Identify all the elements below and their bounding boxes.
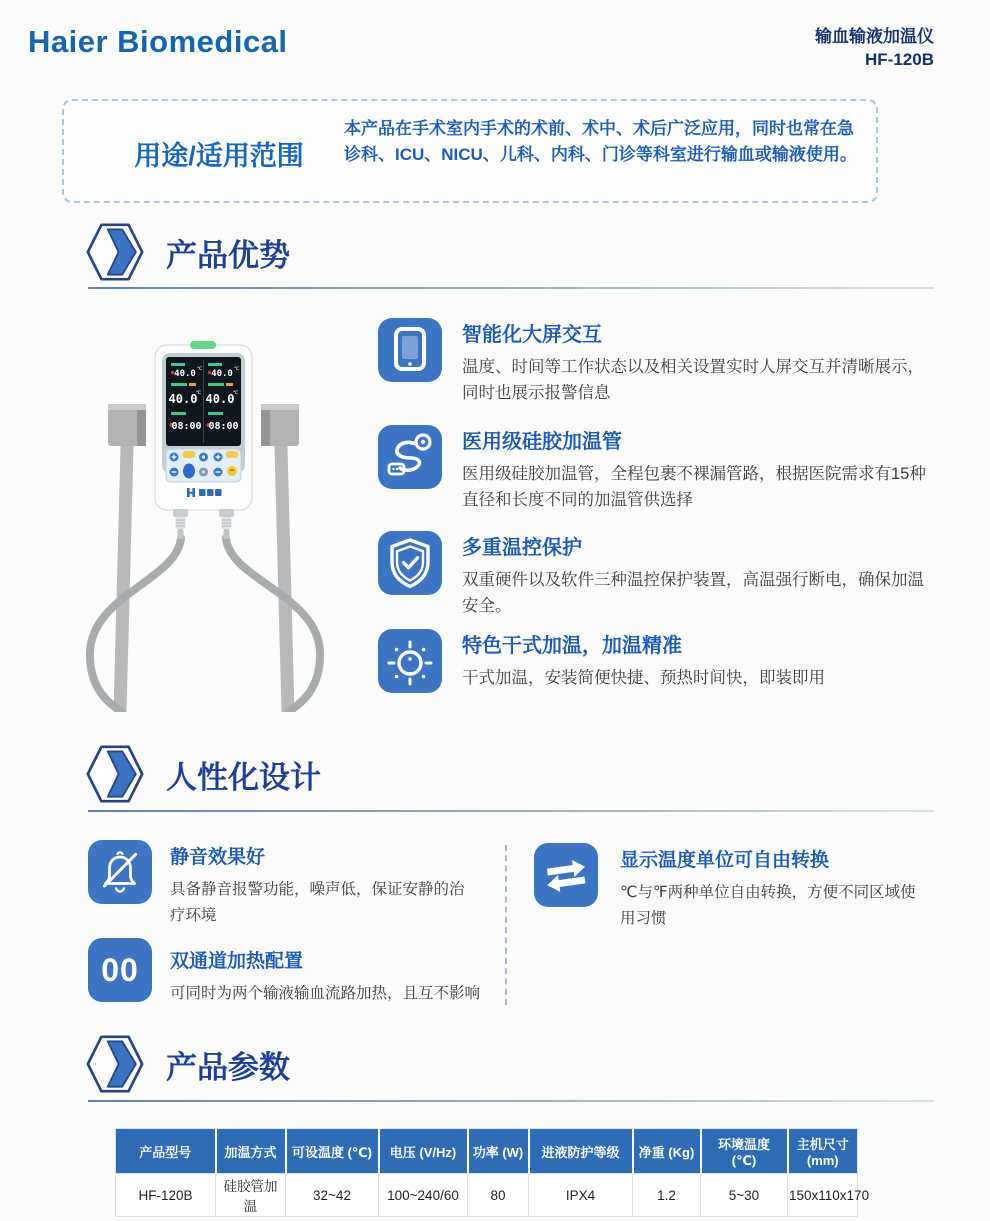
table-row [116,1174,858,1217]
table-header-row [116,1129,858,1174]
tablet-icon [378,318,442,382]
feature-dry-heating [378,627,934,691]
col-header: 功率 (W) [468,1129,529,1174]
right-pole [280,410,288,712]
cell-model: HF-120B [116,1174,216,1217]
feature-desc: 干式加温，安装简便快捷、预热时间快，即装即用 [462,669,825,687]
svg-text:08:00: 08:00 [208,421,239,432]
svg-text:℃: ℃ [197,367,203,372]
section-divider [88,1100,934,1102]
feature-smart-screen [378,316,934,407]
cell-ingress-rating: IPX4 [529,1174,633,1217]
col-header: 进液防护等级 [529,1129,633,1174]
dual-channel-icon-text: 00 [101,951,139,988]
feature-title: 特色干式加温，加温精准 [462,635,682,657]
section-marker-advantages [86,220,144,284]
left-connector [173,509,188,539]
feature-desc: 温度、时间等工作状态以及相关设置实时人屏交互并清晰展示，同时也展示报警信息 [462,358,924,403]
device-keypad [166,449,241,482]
spec-table [115,1128,870,1217]
right-cable [226,538,320,712]
left-clamp [108,404,146,446]
feature-dual-channel [88,938,508,1007]
feature-desc: 医用级硅胶加温管，全程包裹不裸漏管路，根据医院需求有15种直径和长度不同的加温管供选择 [462,465,926,510]
product-model-block [815,26,934,72]
product-model: HF-120B [865,49,934,69]
purpose-text: 本产品在手术室内手术的术前、术中、术后广泛应用，同时也常在急诊科、ICU、NICU、儿科、内科、门诊等科室进行输血或输液使用。 [344,119,857,164]
feature-desc: 可同时为两个输液输血流路加热，且互不影响 [170,985,481,1002]
status-led [190,341,216,349]
svg-text:40.0: 40.0 [205,392,235,406]
section-title-design: 人性化设计 [166,760,321,795]
right-clamp [261,404,299,446]
svg-text:℃: ℃ [233,391,239,396]
product-name: 输血输液加温仪 [815,27,934,46]
right-connector [219,509,234,539]
column-divider [505,845,507,1005]
svg-text:40.0: 40.0 [168,392,198,406]
section-divider [88,810,934,812]
svg-text:℃: ℃ [196,391,202,396]
col-header: 产品型号 [116,1129,216,1174]
purpose-title: 用途/适用范围 [134,141,304,171]
dual-channel-icon [88,938,152,1002]
feature-silicone-tube [378,423,934,514]
section-marker-design [86,742,144,806]
device-product-image [62,312,362,712]
svg-text:℃: ℃ [234,367,240,372]
cell-power: 80 [468,1174,529,1217]
section-title-advantages: 产品优势 [166,238,290,273]
feature-unit-switch [534,843,954,933]
col-header: 电压 (V/Hz) [379,1129,468,1174]
feature-title: 医用级硅胶加温管 [462,431,622,453]
bell-muted-icon [88,840,152,904]
left-pole [120,410,128,712]
col-header: 加温方式 [216,1129,286,1174]
left-cable [90,538,181,712]
feature-title: 静音效果好 [170,847,266,868]
feature-temp-protection [378,529,934,620]
feature-title: 智能化大屏交互 [462,324,602,346]
cell-heating-method: 硅胶管加温 [216,1174,286,1217]
cell-settable-temp: 32~42 [286,1174,379,1217]
hexagon-arrow-icon [86,742,144,806]
col-header: 环境温度 (℃) [701,1129,788,1174]
col-header: 净重 (Kg) [633,1129,701,1174]
heating-tube-icon [378,425,442,489]
feature-title: 双通道加热配置 [170,951,304,972]
col-header: 主机尺寸 (mm) [788,1129,858,1174]
col-header: 可设温度 (℃) [286,1129,379,1174]
shield-check-icon [378,531,442,595]
section-marker-parameters [86,1032,144,1096]
section-title-parameters: 产品参数 [166,1050,290,1085]
hexagon-arrow-icon [86,1032,144,1096]
purpose-box [62,99,878,203]
svg-text:40.0: 40.0 [211,369,233,379]
feature-silent [88,840,488,930]
haier-biomedical-logo: Haier Biomedical [28,24,288,59]
transfer-arrows-icon [534,843,598,907]
sun-icon [378,629,442,693]
cell-weight: 1.2 [633,1174,701,1217]
cell-ambient-temp: 5~30 [701,1174,788,1217]
feature-title: 显示温度单位可自由转换 [620,850,830,871]
svg-text:40.0: 40.0 [174,369,196,379]
feature-title: 多重温控保护 [462,537,582,559]
cell-voltage: 100~240/60 [379,1174,468,1217]
svg-text:08:00: 08:00 [171,421,202,432]
feature-desc: 双重硬件以及软件三种温控保护装置，高温强行断电，确保加温安全。 [462,571,924,616]
feature-desc: ℃与℉两种单位自由转换，方便不同区域使用习惯 [620,884,916,928]
hexagon-arrow-icon [86,220,144,284]
cell-dimensions: 150x110x170 [788,1174,858,1217]
section-divider [88,287,934,289]
feature-desc: 具备静音报警功能，噪声低，保证安静的治疗环境 [170,881,465,925]
